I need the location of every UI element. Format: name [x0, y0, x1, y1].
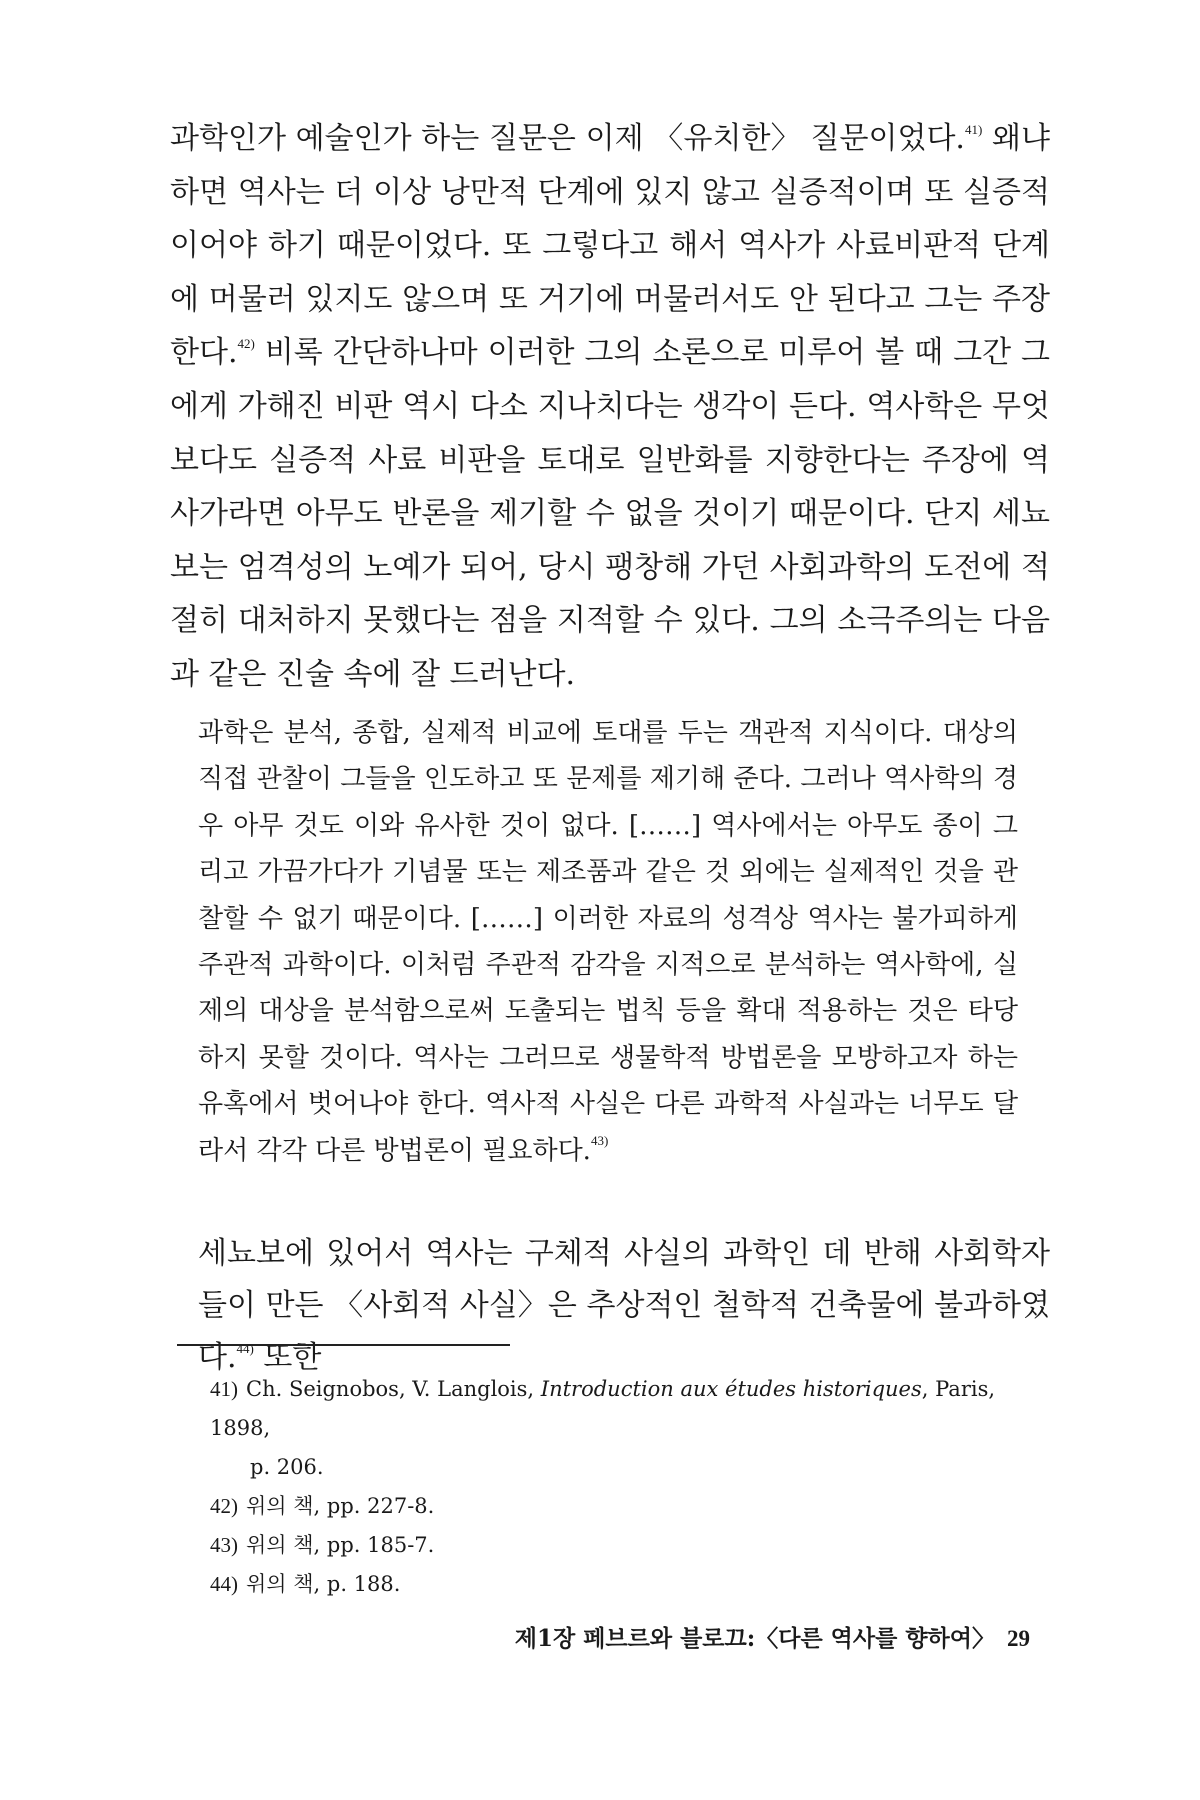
- footnote-number: 41): [210, 1377, 238, 1401]
- running-footer: [470, 1620, 1030, 1653]
- footnote-text: 위의 책, pp. 185-7.: [246, 1533, 435, 1557]
- footnote-44: [210, 1565, 1050, 1604]
- block-quote: [198, 710, 1018, 1174]
- footnote-book-title: Introduction aux études historiques: [540, 1377, 922, 1401]
- footnote-ref-44[interactable]: 44): [236, 1341, 254, 1356]
- page-number: 29: [1007, 1626, 1030, 1651]
- footnote-ref-42[interactable]: 42): [237, 336, 255, 352]
- footnote-number: 43): [210, 1533, 238, 1557]
- footnote-text: 위의 책, pp. 227-8.: [246, 1494, 435, 1518]
- footnotes-list: [210, 1370, 1050, 1604]
- quote-text: 과학은 분석, 종합, 실제적 비교에 토대를 두는 객관적 지식이다. 대상의 직접 관찰이 그들을 인도하고 또 문제를 제기해 준다. 그러나 역사학의 경우 아무 것도 이와 유사한 것이 없다. [……] 역사에서는 아무도 종이 그리고 가끔가다가 기념물 또는 제조품과 같은 것 외에는 실제적인 것을 관찰할 수 없기 때문이다. [……] 이러한 자료의 성격상 역사는 불가피하게 주관적 과학이다. 이처럼 주관적 감각을 지적으로 분석하는 역사학에, 실제의 대상을 분석함으로써 도출되는 법칙 등을 확대 적용하는 것은 타당하지 못할 것이다. 역사는 그러므로 생물학적 방법론을 모방하고자 하는 유혹에서 벗어나야 한다. 역사적 사실은 다른 과학적 사실과는 너무도 달라서 각각 다른 방법론이 필요하다.: [198, 718, 1018, 1166]
- footnote-ref-43[interactable]: 43): [590, 1132, 609, 1148]
- footnote-text: Ch. Seignobos, V. Langlois,: [246, 1377, 541, 1401]
- footnote-43: [210, 1526, 1050, 1565]
- paragraph-text: 비록 간단하나마 이러한 그의 소론으로 미루어 볼 때 그간 그에게 가해진 비판 역시 다소 지나치다는 생각이 든다. 역사학은 무엇보다도 실증적 사료 비판을 토대로 일반화를 지향한다는 주장에 역사가라면 아무도 반론을 제기할 수 없을 것이기 때문이다. 단지 세뇨보는 엄격성의 노예가 되어, 당시 팽창해 가던 사회과학의 도전에 적절히 대처하지 못했다는 점을 지적할 수 있다. 그의 소극주의는 다음과 같은 진술 속에 잘 드러난다.: [170, 335, 1050, 692]
- body-paragraph-1: [170, 112, 1050, 702]
- paragraph-text: 세뇨보에 있어서 역사는 구체적 사실의 과학인 데 반해 사회학자들이 만든 〈사회적 사실〉은 추상적인 철학적 건축물에 불과하였다.: [198, 1236, 1050, 1375]
- footnote-ref-41[interactable]: 41): [964, 122, 983, 137]
- paragraph-text: 또한: [253, 1340, 322, 1375]
- body-paragraph-2: [198, 1228, 1050, 1384]
- chapter-title: 제1장 페브르와 블로끄:〈다른 역사를 향하여〉: [514, 1625, 995, 1652]
- paragraph-text: 왜냐하면 역사는 더 이상 낭만적 단계에 있지 않고 실증적이며 또 실증적이어야 하기 때문이었다. 또 그렇다고 해서 역사가 사료비판적 단계에 머물러 있지도 않으며 또 거기에 머물러서도 안 된다고 그는 주장한다.: [170, 121, 1050, 371]
- footnote-divider: [177, 1344, 510, 1346]
- footnote-number: 44): [210, 1572, 238, 1596]
- footnote-text: 위의 책, p. 188.: [246, 1572, 401, 1596]
- footnote-42: [210, 1487, 1050, 1526]
- paragraph-text: 과학인가 예술인가 하는 질문은 이제 〈유치한〉 질문이었다.: [170, 121, 965, 156]
- footnote-41: [210, 1370, 1050, 1487]
- footnote-text: , Paris, 1898,: [210, 1377, 996, 1440]
- footnote-continuation: p. 206.: [250, 1455, 324, 1479]
- footnote-number: 42): [210, 1494, 238, 1518]
